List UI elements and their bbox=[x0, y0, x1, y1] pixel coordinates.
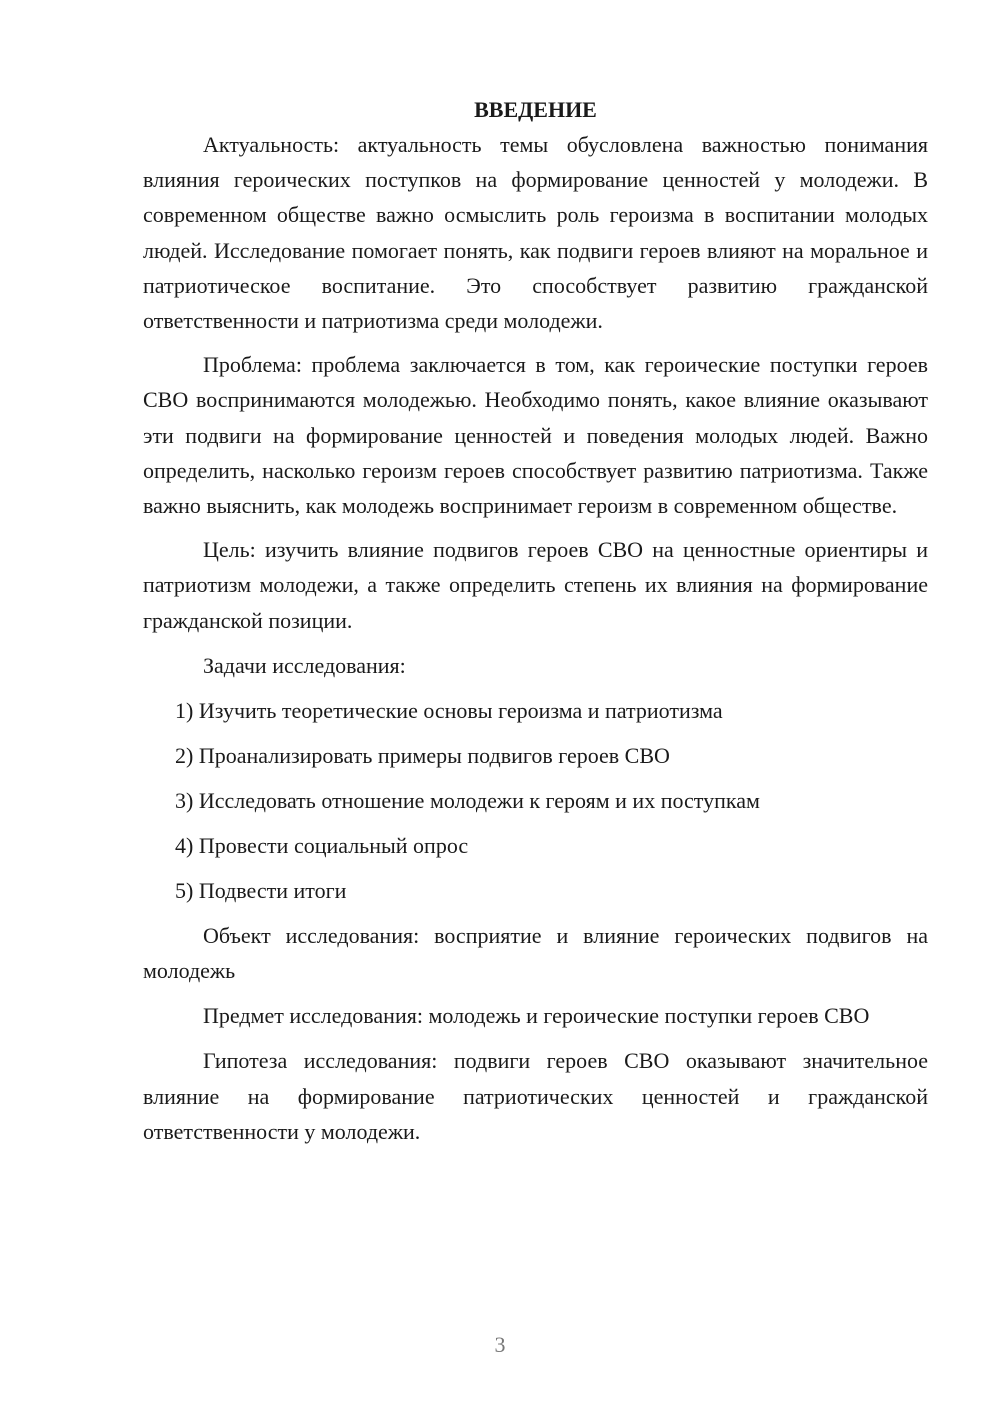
paragraph-subject: Предмет исследования: молодежь и героические поступки героев СВО bbox=[203, 1003, 870, 1029]
page-title: ВВЕДЕНИЕ bbox=[474, 97, 597, 122]
paragraph-problem: Проблема: проблема заключается в том, как героические поступки героев СВО воспринимаются молодежью. Необходимо понять, какое влияние оказывают эти подвиги на формирование ценностей и поведения молодых людей. Важно определить, насколько героизм героев способствует развитию патриотизма. Также важно выяснить, как молодежь воспринимает героизм в современном обществе. bbox=[143, 352, 928, 519]
page-number: 3 bbox=[494, 1332, 506, 1357]
paragraph-goal: Цель: изучить влияние подвигов героев СВО на ценностные ориентиры и патриотизм молодежи, а также определить степень их влияния на формирование гражданской позиции. bbox=[143, 537, 928, 633]
paragraph-relevance: Актуальность: актуальность темы обусловлена важностью понимания влияния героических поступков на формирование ценностей у молодежи. В современном обществе важно осмыслить роль героизма в воспитании молодых людей. Исследование помогает понять, как подвиги героев влияют на моральное и патриотическое воспитание. Это способствует развитию гражданской ответственности и патриотизма среди молодежи. bbox=[143, 132, 928, 334]
task-item-2: 2) Проанализировать примеры подвигов героев СВО bbox=[175, 742, 670, 768]
task-item-5: 5) Подвести итоги bbox=[175, 877, 347, 903]
tasks-heading: Задачи исследования: bbox=[203, 652, 406, 678]
task-item-3: 3) Исследовать отношение молодежи к героям и их поступкам bbox=[175, 787, 760, 813]
document-page bbox=[143, 92, 928, 1149]
task-item-4: 4) Провести социальный опрос bbox=[175, 832, 469, 858]
paragraph-hypothesis: Гипотеза исследования: подвиги героев СВО оказывают значительное влияние на формирование патриотических ценностей и гражданской ответственности у молодежи. bbox=[143, 1048, 928, 1144]
paragraph-object: Объект исследования: восприятие и влияние героических подвигов на молодежь bbox=[143, 922, 928, 984]
task-item-1: 1) Изучить теоретические основы героизма и патриотизма bbox=[175, 697, 723, 723]
